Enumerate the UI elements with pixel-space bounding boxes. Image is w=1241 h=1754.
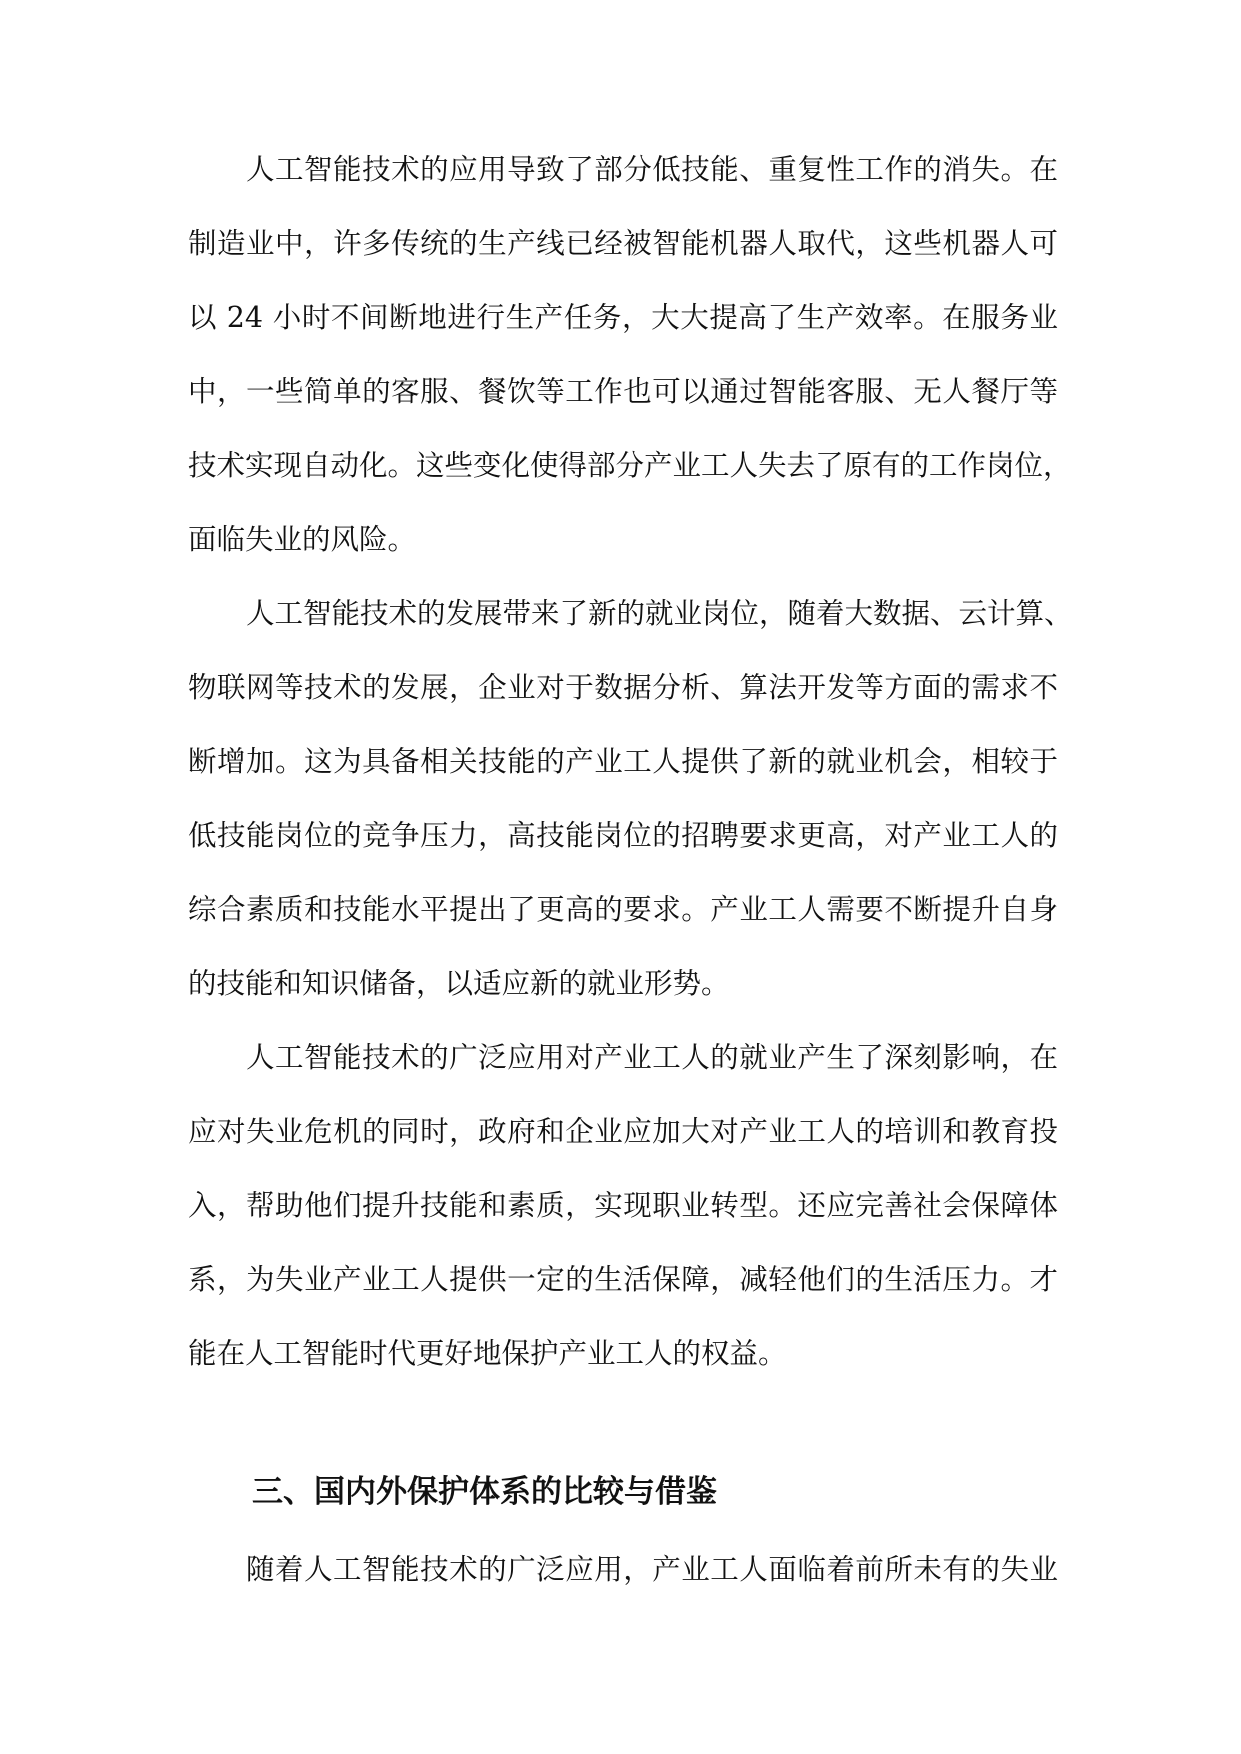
text-line: 面临失业的风险。 bbox=[188, 523, 417, 556]
text-line: 人工智能技术的发展带来了新的就业岗位，随着大数据、云计算、 bbox=[246, 597, 1073, 630]
text-line: 物联网等技术的发展，企业对于数据分析、算法开发等方面的需求不 bbox=[188, 671, 1058, 704]
text-line: 低技能岗位的竞争压力，高技能岗位的招聘要求更高，对产业工人的 bbox=[188, 819, 1058, 852]
text-line: 技术实现自动化。这些变化使得部分产业工人失去了原有的工作岗位， bbox=[188, 449, 1072, 482]
text-line: 中，一些简单的客服、餐饮等工作也可以通过智能客服、无人餐厅等 bbox=[188, 375, 1058, 408]
text-line: 入，帮助他们提升技能和素质，实现职业转型。还应完善社会保障体 bbox=[188, 1189, 1058, 1222]
text-line: 应对失业危机的同时，政府和企业应加大对产业工人的培训和教育投 bbox=[188, 1115, 1058, 1148]
text-line: 人工智能技术的广泛应用对产业工人的就业产生了深刻影响，在 bbox=[246, 1041, 1058, 1074]
text-line: 人工智能技术的应用导致了部分低技能、重复性工作的消失。在 bbox=[246, 153, 1058, 186]
text-line: 随着人工智能技术的广泛应用，产业工人面临着前所未有的失业 bbox=[246, 1553, 1058, 1586]
text-line: 制造业中，许多传统的生产线已经被智能机器人取代，这些机器人可 bbox=[188, 227, 1058, 260]
text-line: 综合素质和技能水平提出了更高的要求。产业工人需要不断提升自身 bbox=[188, 893, 1058, 926]
text-line: 系，为失业产业工人提供一定的生活保障，减轻他们的生活压力。才 bbox=[188, 1263, 1058, 1296]
section-heading: 三、国内外保护体系的比较与借鉴 bbox=[252, 1474, 717, 1510]
text-line: 能在人工智能时代更好地保护产业工人的权益。 bbox=[188, 1337, 787, 1370]
text-line: 的技能和知识储备，以适应新的就业形势。 bbox=[188, 967, 730, 1000]
text-line: 以 24 小时不间断地进行生产任务，大大提高了生产效率。在服务业 bbox=[188, 301, 1058, 334]
text-line: 断增加。这为具备相关技能的产业工人提供了新的就业机会，相较于 bbox=[188, 745, 1058, 778]
